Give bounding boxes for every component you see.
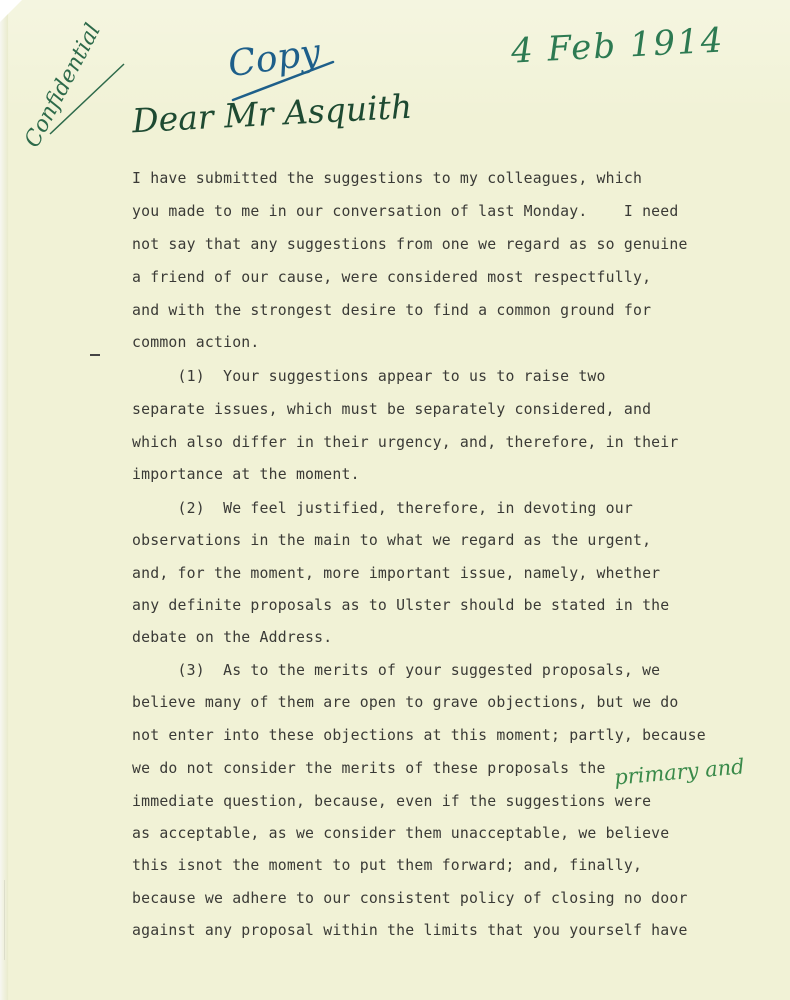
body-line: this isnot the moment to put them forward; and, finally,	[132, 857, 643, 874]
body-line: because we adhere to our consistent policy of closing no door	[132, 890, 688, 907]
body-line: (1) Your suggestions appear to us to raise two	[132, 368, 606, 385]
body-line: as acceptable, as we consider them unacceptable, we believe	[132, 825, 670, 842]
page-edge	[0, 0, 8, 1000]
body-line: immediate question, because, even if the suggestions were	[132, 793, 652, 810]
body-line: and, for the moment, more important issue, namely, whether	[132, 565, 661, 582]
handwritten-salutation: Dear Mr Asquith	[131, 86, 414, 141]
body-line: we do not consider the merits of these proposals the	[132, 760, 606, 777]
body-line: importance at the moment.	[132, 466, 360, 483]
handwritten-margin-insert: primary and	[613, 754, 746, 790]
confidential-underline	[40, 58, 130, 138]
body-line: and with the strongest desire to find a common ground for	[132, 302, 652, 319]
torn-corner	[0, 0, 22, 22]
body-line: a friend of our cause, were considered most respectfully,	[132, 269, 652, 286]
margin-dash	[90, 354, 100, 356]
body-line: believe many of them are open to grave objections, but we do	[132, 694, 679, 711]
body-line: any definite proposals as to Ulster should be stated in the	[132, 597, 670, 614]
body-line: which also differ in their urgency, and, therefore, in their	[132, 434, 679, 451]
body-line: I have submitted the suggestions to my colleagues, which	[132, 170, 643, 187]
body-line: common action.	[132, 334, 260, 351]
body-line: observations in the main to what we regard as the urgent,	[132, 532, 652, 549]
handwritten-date: 4 Feb 1914	[509, 20, 725, 72]
handwritten-copy-mark: Copy	[225, 31, 324, 86]
margin-shadow	[4, 880, 11, 960]
handwritten-confidential: Confidential	[20, 19, 107, 152]
body-line: against any proposal within the limits that you yourself have	[132, 922, 688, 939]
body-line: not say that any suggestions from one we regard as so genuine	[132, 236, 688, 253]
body-line: (2) We feel justified, therefore, in devoting our	[132, 500, 633, 517]
body-line: you made to me in our conversation of last Monday. I need	[132, 203, 679, 220]
body-line: debate on the Address.	[132, 629, 333, 646]
body-line: (3) As to the merits of your suggested proposals, we	[132, 662, 661, 679]
body-line: not enter into these objections at this moment; partly, because	[132, 727, 706, 744]
body-line: separate issues, which must be separately considered, and	[132, 401, 652, 418]
